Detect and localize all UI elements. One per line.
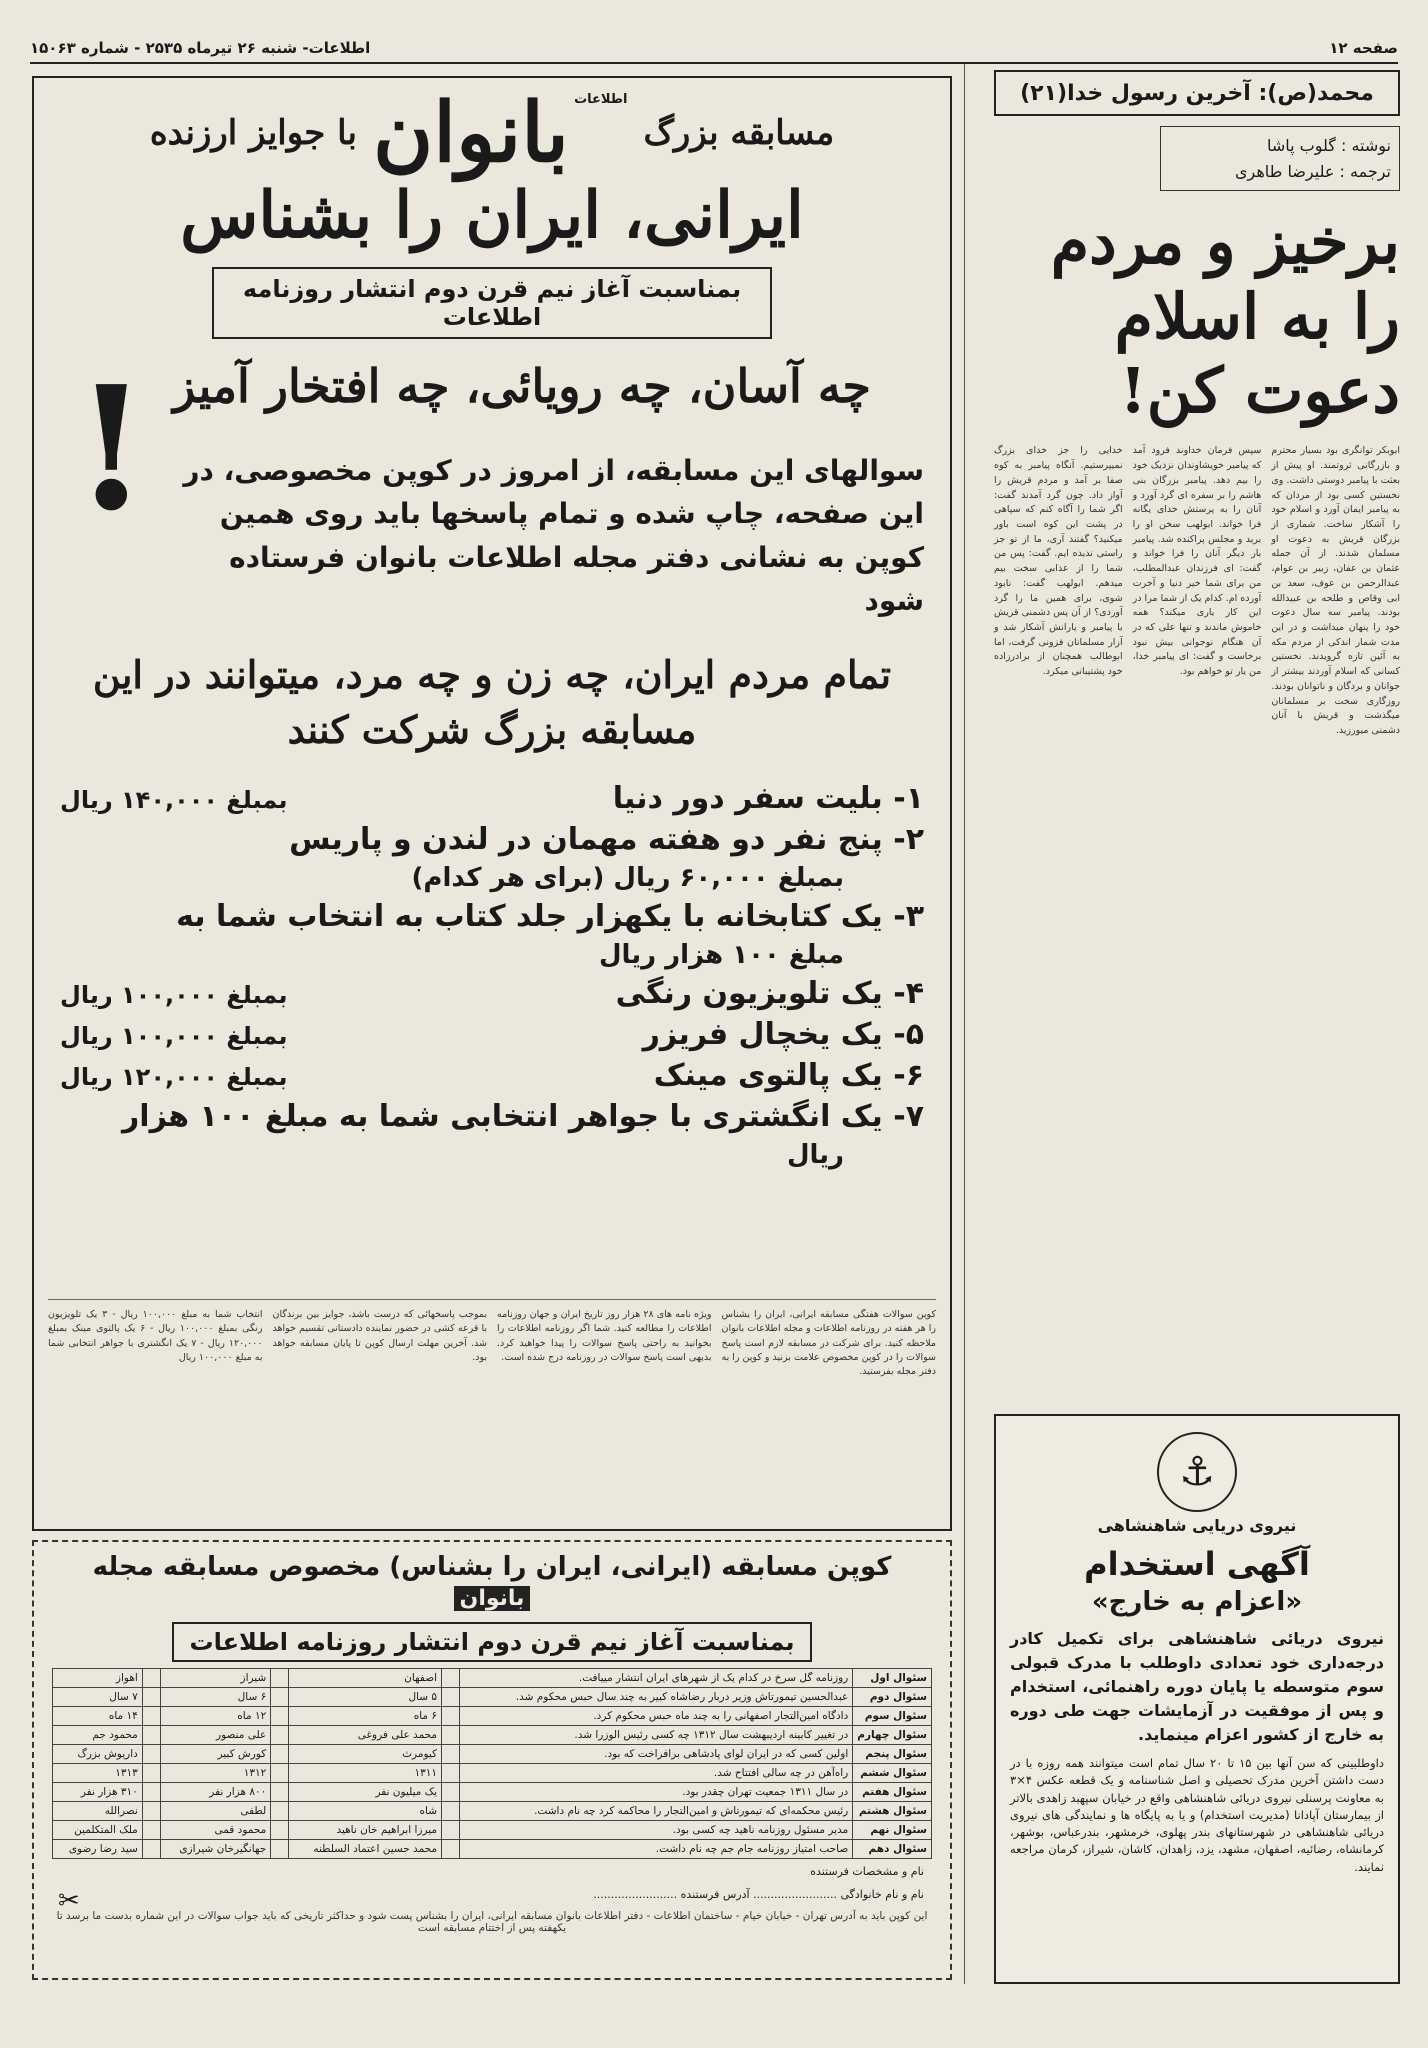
exclamation-mark: !: [74, 349, 149, 549]
prize-text: ۲- پنج نفر دو هفته مهمان در لندن و پاریس: [289, 821, 924, 857]
article-title: برخیز و مردم را به اسلام دعوت کن!: [1050, 205, 1400, 427]
competition-ad: [32, 76, 952, 1531]
article-column: [994, 64, 1400, 1984]
prize-item: [60, 976, 924, 1011]
banovan-logo: [372, 85, 628, 181]
answer-checkbox[interactable]: [271, 1802, 289, 1821]
question-row: [53, 1802, 932, 1821]
coupon-logo: بانوان: [454, 1586, 531, 1611]
answer-option: اصفهان: [289, 1669, 442, 1688]
rule-text: ویژه نامه های ۲۸ هزار روز تاریخ ایران و جهان روزنامه اطلاعات را مطالعه کنید. شما اگر روزنامه اطلاعات را بخوانید به راحتی پاسخ سوالات را پیدا خواهید کرد. بدیهی است پاسخ سوالات در روزنامه درج شده است.: [497, 1309, 712, 1363]
answer-option: لطفی: [160, 1802, 270, 1821]
series-title: محمد(ص): آخرین رسول خدا(۲۱): [994, 70, 1400, 116]
answer-option: ۶ سال: [160, 1688, 270, 1707]
translator: ترجمه : علیرضا طاهری: [1234, 161, 1391, 181]
answer-option: ۱۴ ماه: [53, 1707, 143, 1726]
answer-option: سید رضا رضوی: [53, 1840, 143, 1859]
answer-checkbox[interactable]: [271, 1707, 289, 1726]
logo-text: بانوان: [372, 85, 569, 181]
rule-text: کوپن سوالات هفتگی مسابقه ایرانی، ایران را بشناس را هر هفته در روزنامه اطلاعات و مجله اطلاعات بانوان ملاحظه کنید. برای شرکت در مسابقه لازم است پاسخ سوالات را در کوپن مخصوص علامت بزنید و کوپن را به دفتر مجله بفرستید.: [721, 1309, 936, 1377]
competition-tagline: چه آسان، چه رویائی، چه افتخار آمیز: [173, 359, 871, 413]
question-table: [52, 1668, 932, 1859]
answer-checkbox[interactable]: [142, 1821, 160, 1840]
answer-checkbox[interactable]: [442, 1821, 460, 1840]
answer-checkbox[interactable]: [271, 1821, 289, 1840]
prize-list: [60, 781, 924, 1170]
question-row: [53, 1688, 932, 1707]
answer-option: محمد علی فروغی: [289, 1726, 442, 1745]
answer-option: ۱۳۱۳: [53, 1764, 143, 1783]
competition-header: [60, 85, 924, 181]
competition-prefix: مسابقه بزرگ: [643, 113, 835, 153]
prize-text: ۳- یک کتابخانه با یکهزار جلد کتاب به انتخاب شما به: [176, 898, 924, 934]
answer-option: ۱۳۱۲: [160, 1764, 270, 1783]
answer-option: محمود جم: [53, 1726, 143, 1745]
navy-ad-details: داوطلبینی که سن آنها بین ۱۵ تا ۲۰ سال تمام است میتوانند همه روزه با در دست داشتن آخرین مدرک تحصیلی و اصل شناسنامه و یک قطعه عکس ۴×۳ به معاونت پرسنلی نیروی دریائی شاهنشاهی واقع در خیابان سپهبد زاهدی بالاتر از بیمارستان آپادانا (مدیریت استخدام) و یا به پایگاه ها و نمایندگی های نیروی دریائی شاهنشاهی در شهرستانهای بندر پهلوی، خرمشهر، بندرعباس، بوشهر، کرمانشاه، رضائیه، اصفهان، مشهد، یزد، زاهدان، کاشان، شیراز، کرمان مراجعه نمایند.: [1010, 1756, 1384, 1874]
prize-amount: بمبلغ ۱۰۰,۰۰۰ ریال: [60, 1021, 288, 1050]
question-label: سئوال پنجم: [853, 1745, 932, 1764]
author: نوشته : گلوب پاشا: [1266, 136, 1391, 155]
question-label: سئوال دوم: [853, 1688, 932, 1707]
answer-option: جهانگیرخان شیرازی: [160, 1840, 270, 1859]
answer-checkbox[interactable]: [142, 1707, 160, 1726]
answer-option: ۵ سال: [289, 1688, 442, 1707]
navy-recruitment-ad: [994, 1414, 1400, 1984]
question-text: رئیس محکمه‌ای که تیمورتاش و امین‌التجار را محاکمه کرد چه نام داشت.: [460, 1802, 853, 1821]
prize-item: [60, 1058, 924, 1093]
question-row: [53, 1840, 932, 1859]
question-text: اولین کسی که در ایران لوای پادشاهی برافراخت که بود.: [460, 1745, 853, 1764]
answer-checkbox[interactable]: [142, 1669, 160, 1688]
answer-checkbox[interactable]: [142, 1840, 160, 1859]
prize-item: [60, 899, 924, 934]
answer-checkbox[interactable]: [442, 1764, 460, 1783]
prize-amount: بمبلغ ۱۲۰,۰۰۰ ریال: [60, 1062, 288, 1091]
answer-checkbox[interactable]: [442, 1783, 460, 1802]
answer-option: ۶ ماه: [289, 1707, 442, 1726]
answer-option: ۷ سال: [53, 1688, 143, 1707]
prize-continuation: ریال: [786, 1139, 844, 1170]
answer-option: ۱۲ ماه: [160, 1707, 270, 1726]
prize-continuation: بمبلغ ۶۰,۰۰۰ ریال (برای هر کدام): [411, 862, 844, 893]
navy-ad-title: آگهی استخدام: [1084, 1545, 1310, 1583]
question-row: [53, 1707, 932, 1726]
coupon-title-text: کوپن مسابقه (ایرانی، ایران را بشناس) مخصوص مسابقه مجله: [92, 1552, 892, 1582]
answer-checkbox[interactable]: [442, 1688, 460, 1707]
prize-text: ۱- بلیت سفر دور دنیا: [612, 780, 924, 816]
answer-checkbox[interactable]: [442, 1726, 460, 1745]
answer-checkbox[interactable]: [271, 1688, 289, 1707]
prize-text: ۶- یک پالتوی مینک: [653, 1057, 924, 1093]
answer-option: محمد حسین اعتماد السلطنه: [289, 1840, 442, 1859]
answer-checkbox[interactable]: [142, 1802, 160, 1821]
prize-amount: بمبلغ ۱۰۰,۰۰۰ ریال: [60, 980, 288, 1009]
question-row: [53, 1764, 932, 1783]
answer-option: ۱۳۱۱: [289, 1764, 442, 1783]
coupon-family-label: نام و نام خانوادگی ........................ آدرس فرستنده ........................: [593, 1887, 924, 1901]
page-header: [30, 34, 1398, 64]
question-row: [53, 1669, 932, 1688]
prize-continuation: مبلغ ۱۰۰ هزار ریال: [599, 939, 844, 970]
prize-item: [60, 1099, 924, 1134]
answer-checkbox[interactable]: [442, 1707, 460, 1726]
answer-option: میرزا ابراهیم خان ناهید: [289, 1821, 442, 1840]
competition-coupon: [32, 1540, 952, 1980]
article-col-1: ابوبکر توانگری بود بسیار محترم و بازرگانی ثروتمند. او پیش از بعثت با پیامبر دوستی داشت. وی نخستین کسی بود از مردان که به پیامبر ایمان آورد و اسلام خود را آشکار ساخت. شماری از بزرگان قریش به دعوت او مسلمان شدند. از آن جمله عثمان بن عفان، زبیر بن عوام، عبدالرحمن بن عوف، سعد بن ابی وقاص و طلحه بن عبیدالله بودند. پیامبر سه سال دعوت خود را پنهان میداشت و در این مدت شمار اندکی از مردم مکه به آئین تازه گرویدند. نخستین کسانی که اسلام آوردند بیشتر از جوانان و بردگان و ناتوانان بودند. روزگاری سخت بر مسلمانان میگذشت و قریش با آنان دشمنی میورزید.: [1271, 445, 1400, 737]
coupon-occasion: بمناسبت آغاز نیم قرن دوم انتشار روزنامه اطلاعات: [172, 1622, 812, 1662]
competition-description: سوالهای این مسابقه، از امروز در کوپن مخصوصی، در این صفحه، چاپ شده و تمام پاسخها باید روی همین کوپن به نشانی دفتر مجله اطلاعات بانوان فرستاده شود: [183, 454, 924, 618]
answer-checkbox[interactable]: [142, 1745, 160, 1764]
navy-ad-subtitle: «اعزام به خارج»: [1091, 1587, 1303, 1617]
answer-checkbox[interactable]: [442, 1802, 460, 1821]
rule-text: انتخاب شما به مبلغ ۱۰۰,۰۰۰ ریال - ۳ یک تلویزیون رنگی بمبلغ ۱۰۰,۰۰۰ ریال - ۶ یک پالتوی مینک بمبلغ ۱۲۰,۰۰۰ ریال - ۷ یک انگشتری با جواهر انتخابی شما به مبلغ ۱۰۰,۰۰۰ ریال: [48, 1309, 263, 1363]
answer-checkbox[interactable]: [442, 1745, 460, 1764]
answer-checkbox[interactable]: [271, 1726, 289, 1745]
answer-option: یک میلیون نفر: [289, 1783, 442, 1802]
question-text: مدیر مسئول روزنامه ناهید چه کسی بود.: [460, 1821, 853, 1840]
coupon-address: این کوپن باید به آدرس تهران - خیابان خیام - ساختمان اطلاعات - دفتر اطلاعات بانوان مسابقه ایرانی، ایران را بشناس پست شود و حداکثر تاریخی که باید جواب سوالات در این شماره بدست ما برسد تا یکهفته پس از اختتام مسابقه است: [56, 1910, 928, 1935]
article-col-3: خدایی را جز خدای بزرگ نمیپرستیم. آنگاه پیامبر به کوه صفا بر آمد و مردم قریش را آواز داد. چون گرد آمدند گفت: اگر شما را آگاه کنم که سپاهی در پشت این کوه است باور میکنید؟ گفتند آری، ما از تو جز راستی ندیده ایم. گفت: پس من شما را از عذابی سخت بیم میدهم. ابولهب گفت: نابود شوی، برای همین ما را گرد آوردی؟ از آن پس دشمنی قریش با پیامبر و یارانش آشکار شد و آزار مسلمانان فزونی گرفت، اما ابوطالب همچنان از برادرزاده خود پشتیبانی میکرد.: [993, 445, 1123, 678]
competition-rules: [48, 1299, 936, 1517]
article-body: [994, 444, 1400, 738]
question-label: سئوال هشتم: [853, 1802, 932, 1821]
question-text: دادگاه امین‌التجار اصفهانی را به چند ماه حبس محکوم کرد.: [460, 1707, 853, 1726]
answer-checkbox[interactable]: [442, 1840, 460, 1859]
competition-suffix: با جوایز ارزنده: [149, 113, 357, 153]
answer-checkbox[interactable]: [142, 1688, 160, 1707]
prize-text: ۴- یک تلویزیون رنگی: [615, 975, 924, 1011]
answer-checkbox[interactable]: [442, 1669, 460, 1688]
answer-checkbox[interactable]: [142, 1783, 160, 1802]
answer-checkbox[interactable]: [271, 1840, 289, 1859]
prize-text: ۷- یک انگشتری با جواهر انتخابی شما به مبلغ ۱۰۰ هزار: [122, 1098, 924, 1134]
question-text: راه‌آهن در چه سالی افتتاح شد.: [460, 1764, 853, 1783]
answer-option: کیومرث: [289, 1745, 442, 1764]
answer-option: داریوش بزرگ: [53, 1745, 143, 1764]
answer-option: نصرالله: [53, 1802, 143, 1821]
question-label: سئوال نهم: [853, 1821, 932, 1840]
navy-org-name: نیروی دریایی شاهنشاهی: [1097, 1516, 1297, 1535]
question-row: [53, 1783, 932, 1802]
answer-checkbox[interactable]: [142, 1726, 160, 1745]
answer-option: شاه: [289, 1802, 442, 1821]
answer-checkbox[interactable]: [142, 1764, 160, 1783]
answer-option: ۸۰۰ هزار نفر: [160, 1783, 270, 1802]
scissors-icon: ✂: [58, 1886, 80, 1916]
prize-item: [60, 1017, 924, 1052]
navy-ad-body: نیروی دریائی شاهنشاهی برای تکمیل کادر درجه‌داری خود تعدادی داوطلب با مدرک قبولی سوم متوسطه یا پایان دوره راهنمائی، استخدام و پس از موفقیت در آزمایشات جهت طی دوره به خارج از کشور اعزام مینماید.: [1010, 1629, 1384, 1744]
question-text: در سال ۱۳۱۱ جمعیت تهران چقدر بود.: [460, 1783, 853, 1802]
competition-headline: ایرانی، ایران را بشناس: [180, 178, 804, 253]
answer-option: کورش کبیر: [160, 1745, 270, 1764]
question-text: عبدالحسین تیمورتاش وزیر دربار رضاشاه کبیر به چند سال حبس محکوم شد.: [460, 1688, 853, 1707]
answer-checkbox[interactable]: [271, 1764, 289, 1783]
answer-checkbox[interactable]: [271, 1669, 289, 1688]
occasion-box: بمناسبت آغاز نیم قرن دوم انتشار روزنامه اطلاعات: [212, 267, 772, 339]
prize-item: [60, 781, 924, 816]
question-row: [53, 1821, 932, 1840]
prize-amount: بمبلغ ۱۴۰,۰۰۰ ریال: [60, 785, 288, 814]
answer-option: اهواز: [53, 1669, 143, 1688]
question-label: سئوال سوم: [853, 1707, 932, 1726]
answer-option: ۳۱۰ هزار نفر: [53, 1783, 143, 1802]
question-label: سئوال اول: [853, 1669, 932, 1688]
answer-checkbox[interactable]: [271, 1745, 289, 1764]
header-issue-info: اطلاعات- شنبه ۲۶ تیرماه ۲۵۳۵ - شماره ۱۵۰۶۳: [30, 39, 371, 57]
question-text: در تغییر کابینه اردیبهشت سال ۱۳۱۲ چه کسی رئیس الوزرا شد.: [460, 1726, 853, 1745]
coupon-name-label: نام و مشخصات فرستنده: [810, 1865, 924, 1878]
prize-text: ۵- یک یخچال فریزر: [642, 1016, 924, 1052]
competition-eligibility: تمام مردم ایران، چه زن و چه مرد، میتوانند در این مسابقه بزرگ شرکت کنند: [92, 651, 892, 752]
question-label: سئوال دهم: [853, 1840, 932, 1859]
question-row: [53, 1726, 932, 1745]
article-col-2: سپس فرمان خداوند فرود آمد که پیامبر خویشاوندان نزدیک خود را بیم دهد. پیامبر بزرگان بنی هاشم را بر سفره ای گرد آورد و آنان را به پرستش خدای یگانه فرا خواند. ابولهب سخن او را برید و مجلس پراکنده شد. پیامبر بار دیگر آنان را فرا خواند و گفت: ای فرزندان عبدالمطلب، من برای شما خیر دنیا و آخرت آورده ام. کدام یک از شما مرا در این کار یاری میکند؟ همه خاموش ماندند و تنها علی که در آن هنگام نوجوانی بیش نبود برخاست و گفت: ای پیامبر خدا، من یار تو خواهم بود.: [1132, 445, 1262, 678]
column-divider: [964, 64, 965, 1984]
prize-item: [60, 822, 924, 857]
question-label: سئوال چهارم: [853, 1726, 932, 1745]
logo-tag: اطلاعات: [574, 92, 628, 107]
answer-option: علی منصور: [160, 1726, 270, 1745]
byline: [1160, 126, 1400, 191]
answer-checkbox[interactable]: [271, 1783, 289, 1802]
coupon-title: [52, 1552, 932, 1612]
rule-text: بموجب پاسخهائی که درست باشد، جوایز بین برندگان با قرعه کشی در حضور نماینده دادستانی تقسیم خواهد شد. آخرین مهلت ارسال کوپن تا پایان مسابقه خواهد بود.: [272, 1309, 487, 1363]
answer-option: ملک المتکلمین: [53, 1821, 143, 1840]
anchor-crown-icon: ⚓: [1157, 1432, 1237, 1512]
question-label: سئوال هفتم: [853, 1783, 932, 1802]
answer-option: شیراز: [160, 1669, 270, 1688]
question-text: صاحب امتیاز روزنامه جام جم چه نام داشت.: [460, 1840, 853, 1859]
question-text: روزنامه گل سرخ در کدام یک از شهرهای ایران انتشار مییافت.: [460, 1669, 853, 1688]
question-label: سئوال ششم: [853, 1764, 932, 1783]
answer-option: محمود قمی: [160, 1821, 270, 1840]
header-page-number: صفحه ۱۲: [1329, 39, 1398, 57]
question-row: [53, 1745, 932, 1764]
